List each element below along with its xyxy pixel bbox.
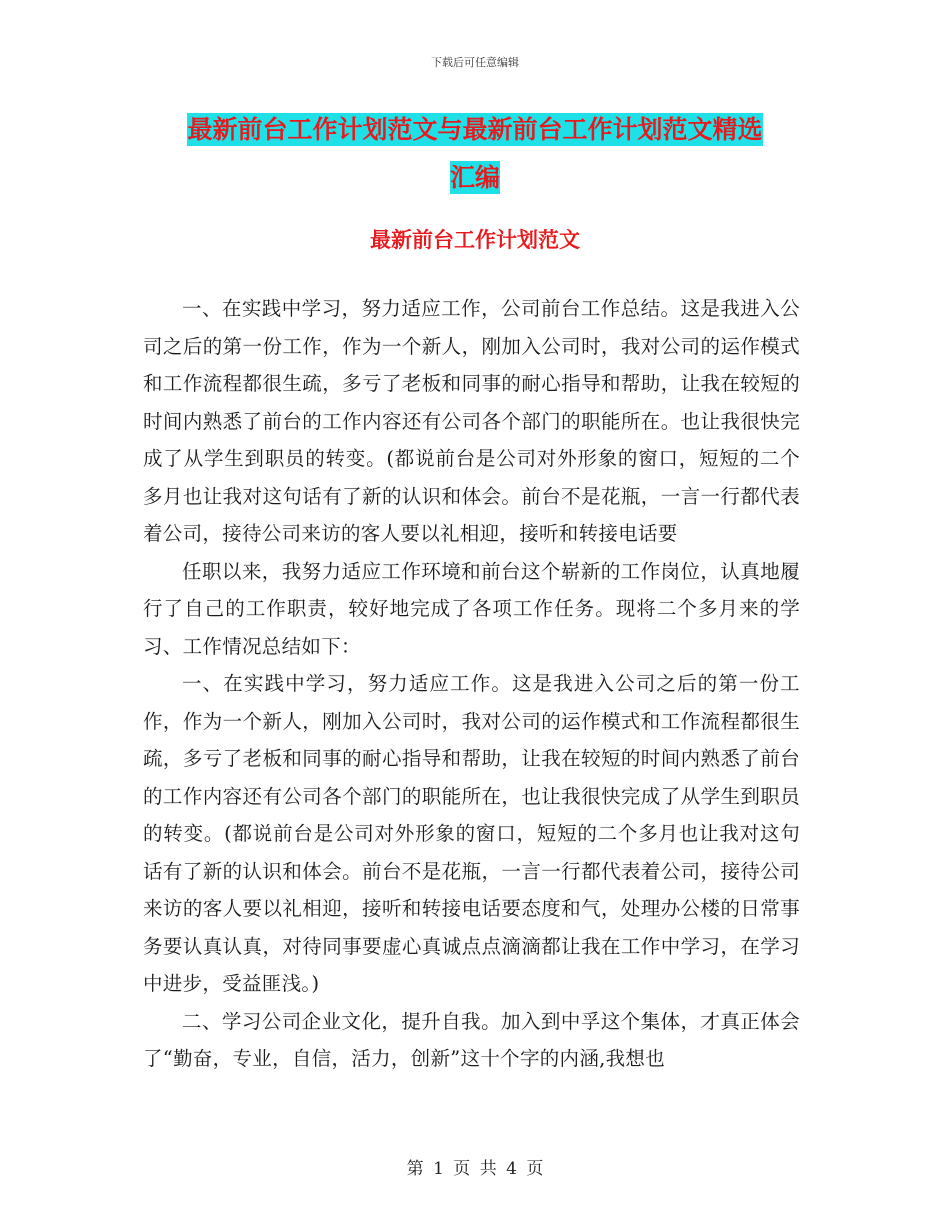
body-paragraph: 一、在实践中学习，努力适应工作。这是我进入公司之后的第一份工作，作为一个新人，刚加入公司时，我对公司的运作模式和工作流程都很生疏，多亏了老板和同事的耐心指导和帮助，让我在较短的时间内熟悉了前台的工作内容还有公司各个部门的职能所在，也让我很快完成了从学生到职员的转变。(都说前台是公司对外形象的窗口，短短的二个多月也让我对这句话有了新的认识和体会。前台不是花瓶，一言一行都代表着公司，接待公司来访的客人要以礼相迎，接听和转接电话要态度和气，处理办公楼的日常事务要认真认真，对待同事要虚心真诚点点滴滴都让我在工作中学习，在学习中进步，受益匪浅。) (143, 672, 800, 995)
document-body (143, 290, 800, 1078)
page-number-footer: 第 1 页 共 4 页 (406, 1159, 544, 1179)
body-paragraph: 一、在实践中学习，努力适应工作，公司前台工作总结。这是我进入公司之后的第一份工作，作为一个新人，刚加入公司时，我对公司的运作模式和工作流程都很生疏，多亏了老板和同事的耐心指导和帮助，让我在较短的时间内熟悉了前台的工作内容还有公司各个部门的职能所在。也让我很快完成了从学生到职员的转变。(都说前台是公司对外形象的窗口，短短的二个多月也让我对这句话有了新的认识和体会。前台不是花瓶，一言一行都代表着公司，接待公司来访的客人要以礼相迎，接听和转接电话要 (143, 297, 800, 545)
body-paragraph: 二、学习公司企业文化，提升自我。加入到中孚这个集体，才真正体会了“勤奋，专业，自信，活力，创新”这十个字的内涵,我想也 (143, 1009, 800, 1070)
body-paragraph: 任职以来，我努力适应工作环境和前台这个崭新的工作岗位，认真地履行了自己的工作职责，较好地完成了各项工作任务。现将二个多月来的学习、工作情况总结如下： (143, 559, 800, 658)
section-title: 最新前台工作计划范文 (370, 228, 580, 252)
document-title-line2: 汇编 (449, 163, 500, 192)
document-title-line1: 最新前台工作计划范文与最新前台工作计划范文精选 (187, 115, 763, 144)
page-header-note: 下载后可任意编辑 (431, 56, 519, 69)
document-title (150, 106, 800, 202)
